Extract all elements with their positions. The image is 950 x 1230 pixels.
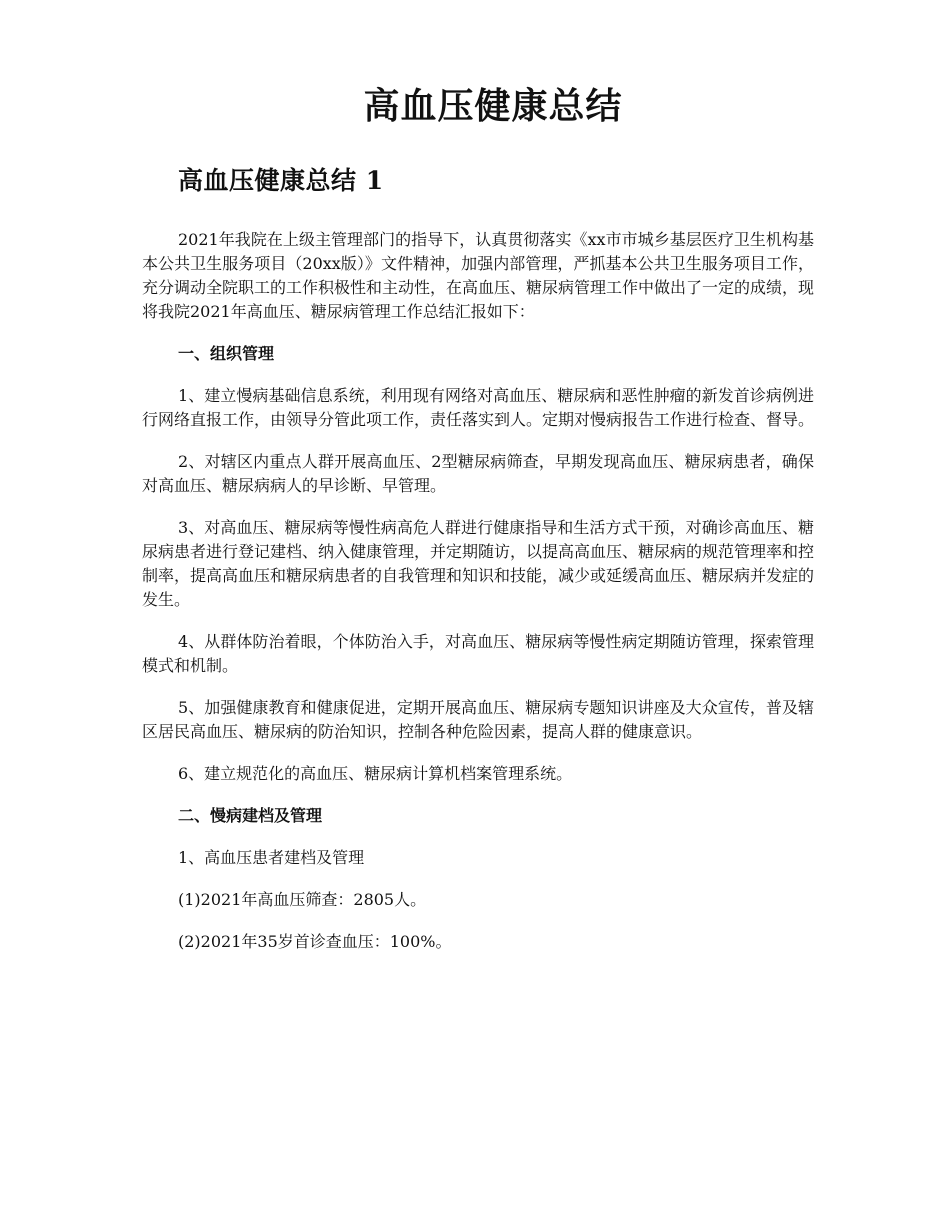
list-item: 1、建立慢病基础信息系统，利用现有网络对高血压、糖尿病和恶性肿瘤的新发首诊病例进行网络直报工作，由领导分管此项工作，责任落实到人。定期对慢病报告工作进行检查、督导。: [142, 386, 815, 429]
list-item: 5、加强健康教育和健康促进，定期开展高血压、糖尿病专题知识讲座及大众宣传，普及辖区居民高血压、糖尿病的防治知识，控制各种危险因素，提高人群的健康意识。: [142, 698, 814, 741]
section-title: 高血压健康总结 1: [178, 166, 384, 195]
intro-paragraph: 2021年我院在上级主管理部门的指导下，认真贯彻落实《xx市市城乡基层医疗卫生机构基本公共卫生服务项目（20xx版）》文件精神，加强内部管理，严抓基本公共卫生服务项目工作，充分调动全院职工的工作积极性和主动性，在高血压、糖尿病管理工作中做出了一定的成绩，现将我院2021年高血压、糖尿病管理工作总结汇报如下：: [142, 230, 815, 321]
list-item: (2)2021年35岁首诊查血压：100%。: [178, 932, 452, 951]
heading-records: 二、慢病建档及管理: [178, 806, 323, 825]
document-body: [142, 228, 814, 972]
heading-organization: 一、组织管理: [178, 344, 275, 363]
document-title: 高血压健康总结: [363, 85, 623, 127]
list-item: 3、对高血压、糖尿病等慢性病高危人群进行健康指导和生活方式干预，对确诊高血压、糖尿病患者进行登记建档、纳入健康管理，并定期随访，以提高高血压、糖尿病的规范管理率和控制率，提高高血压和糖尿病患者的自我管理和知识和技能，减少或延缓高血压、糖尿病并发症的发生。: [142, 518, 815, 609]
list-item: 6、建立规范化的高血压、糖尿病计算机档案管理系统。: [178, 764, 573, 783]
list-item: 1、高血压患者建档及管理: [178, 848, 365, 867]
list-item: (1)2021年高血压筛查：2805人。: [178, 890, 427, 909]
list-item: 4、从群体防治着眼，个体防治入手，对高血压、糖尿病等慢性病定期随访管理，探索管理模式和机制。: [142, 632, 814, 675]
list-item: 2、对辖区内重点人群开展高血压、2型糖尿病筛查，早期发现高血压、糖尿病患者，确保对高血压、糖尿病病人的早诊断、早管理。: [142, 452, 814, 495]
